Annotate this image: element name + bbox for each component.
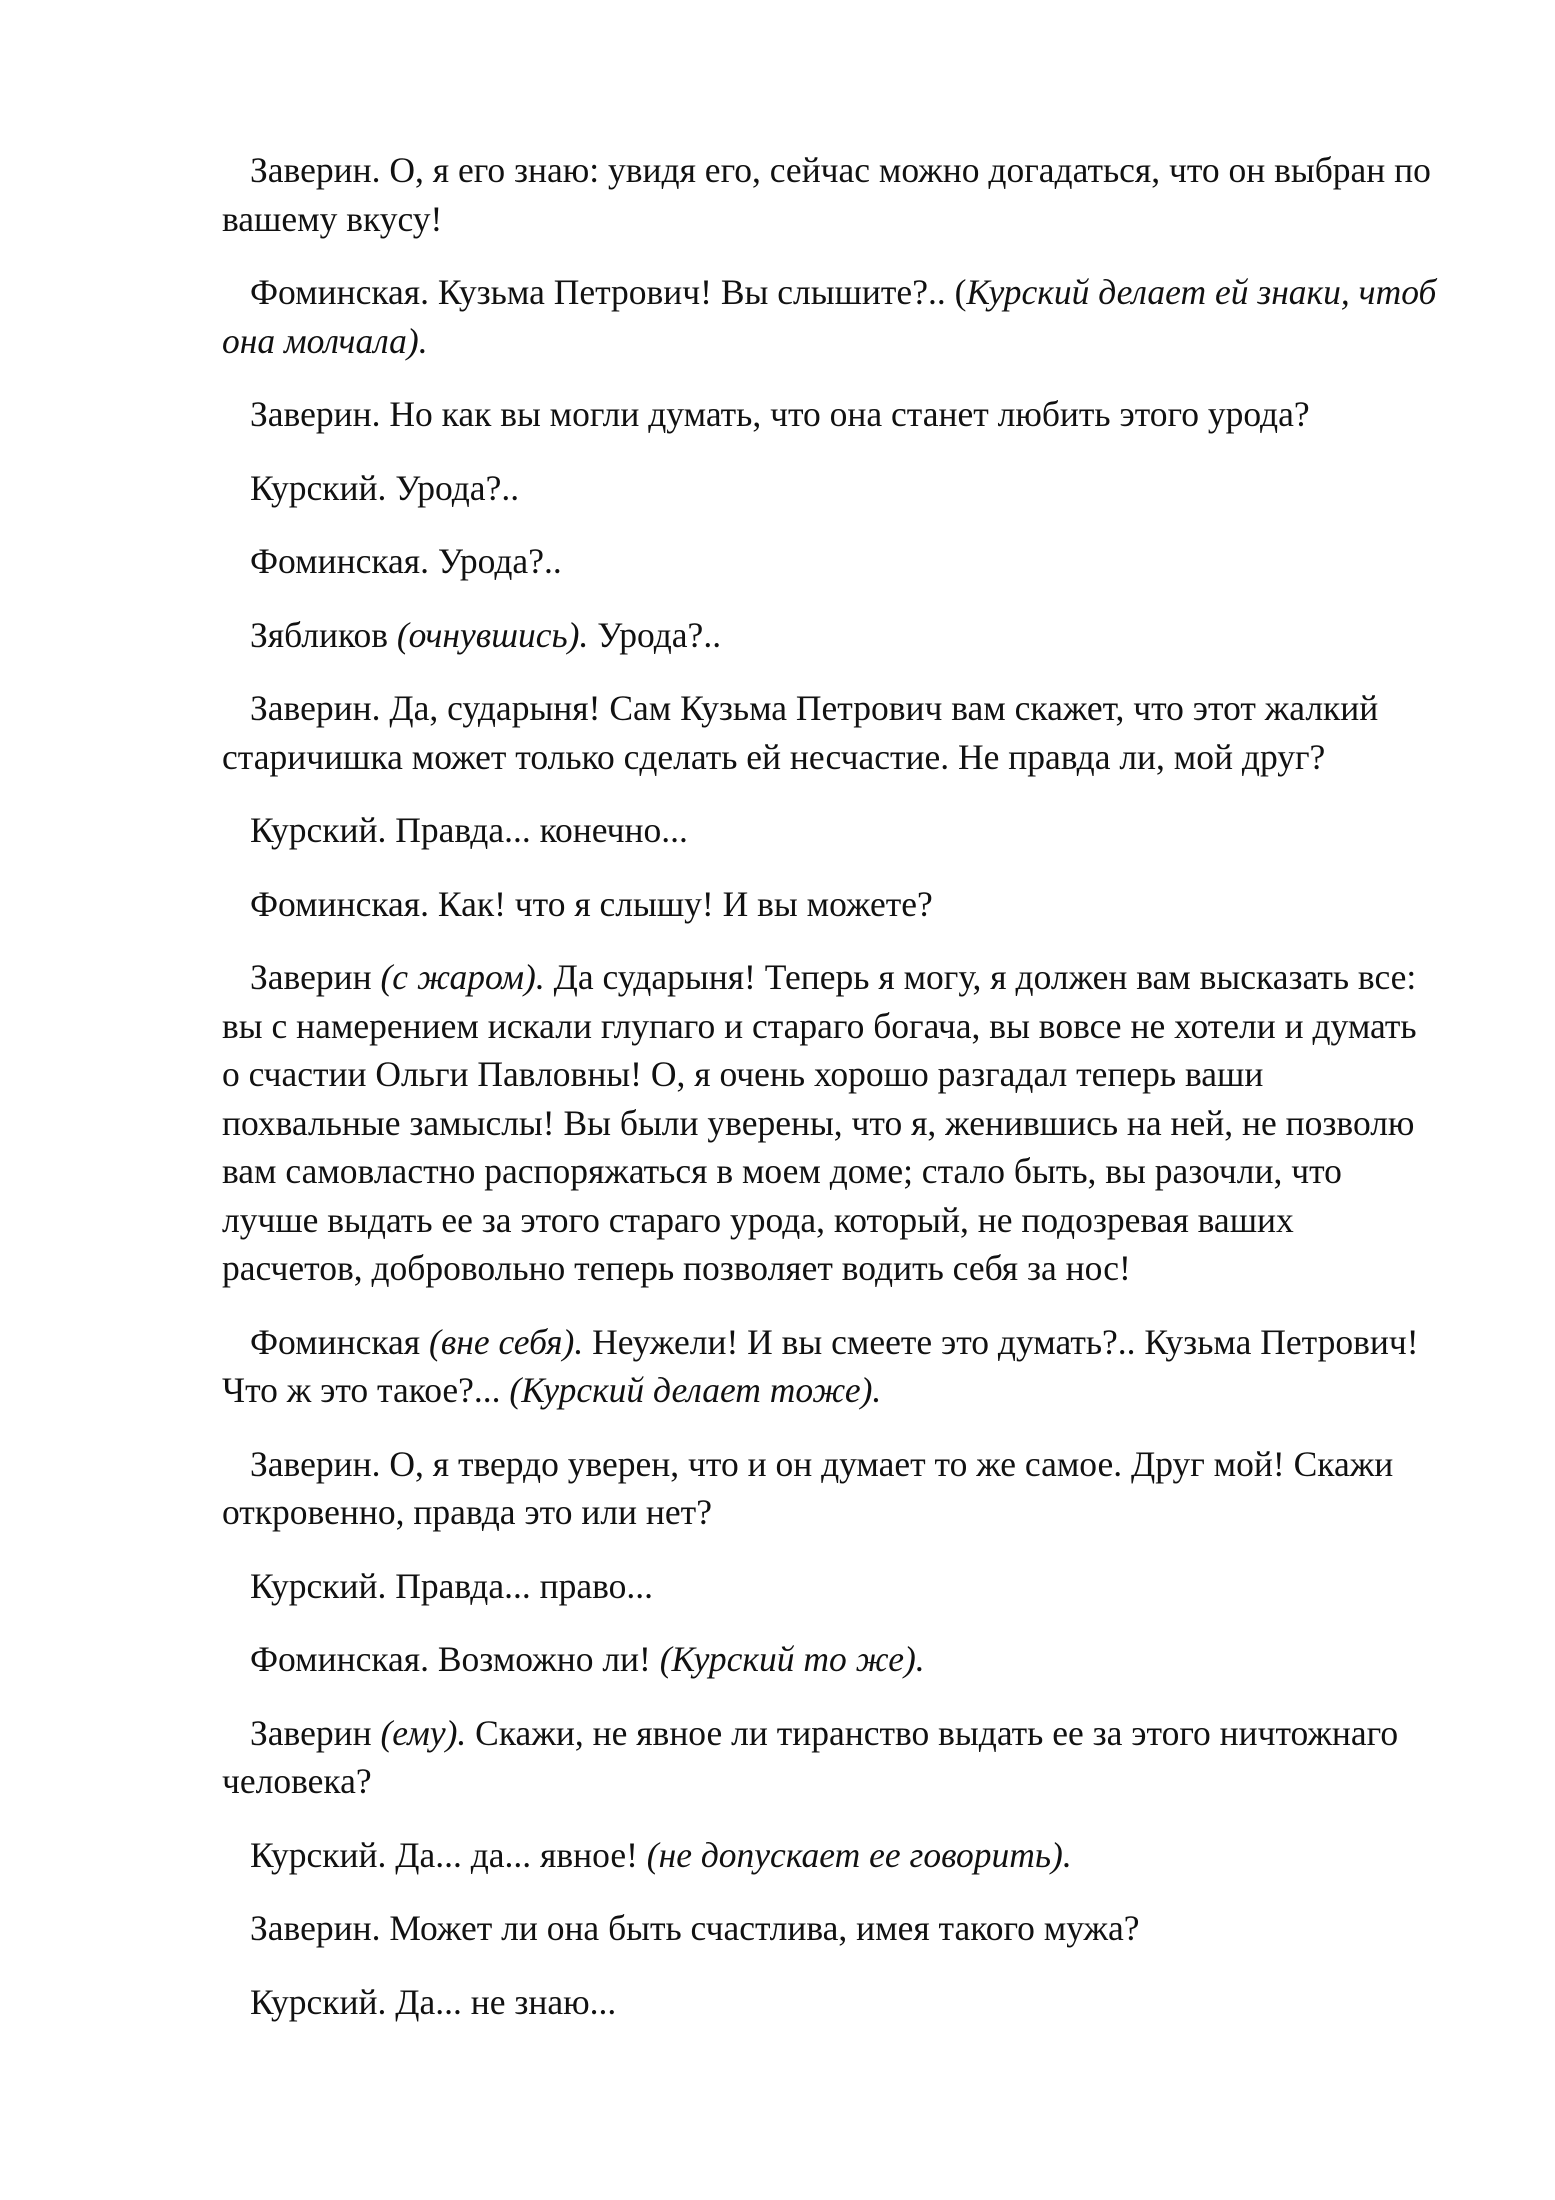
stage-direction: (вне себя). (429, 1321, 584, 1362)
dialogue-text: Курский. Да... не знаю... (250, 1981, 617, 2022)
dialogue-paragraph (222, 1831, 1443, 1880)
dialogue-paragraph (222, 611, 1443, 660)
stage-direction: (не допускает ее говорить). (646, 1834, 1072, 1875)
stage-direction: Курский делает ей знаки, чтоб она молчала). (222, 272, 1437, 361)
dialogue-text: Заверин (250, 1712, 381, 1753)
dialogue-text: Курский. Правда... право... (250, 1565, 653, 1606)
dialogue-text: Фоминская. Возможно ли! (250, 1639, 660, 1679)
dialogue-paragraph (222, 1318, 1443, 1415)
stage-direction: (ему). (380, 1712, 467, 1753)
stage-direction: (очнувшись). (396, 614, 589, 655)
dialogue-paragraph (222, 390, 1443, 439)
dialogue-paragraph (222, 1562, 1443, 1611)
dialogue-text: Курский. Урода?.. (250, 467, 520, 508)
dialogue-text: Да сударыня! Теперь я могу, я должен вам высказать все: вы с намерением искали глупаго и стараго богача, вы вовсе не хотели и думать о счастии Ольги Павловны! О, я очень хорошо разгадал теперь ваши похвальные замыслы! Вы были уверены, что я, женившись на ней, не позволю вам самовластно распоряжаться в моем доме; стало быть, вы разочли, что лучше выдать ее за этого стараго урода, который, не подозревая ваших расчетов, добровольно теперь позволяет водить себя за нос! (222, 957, 1417, 1288)
dialogue-paragraph (222, 806, 1443, 855)
dialogue-paragraph (222, 1709, 1443, 1806)
dialogue-text: Заверин. Да, сударыня! Сам Кузьма Петрович вам скажет, что этот жалкий старичишка может только сделать ей несчастие. Не правда ли, мой друг? (222, 688, 1379, 777)
dialogue-paragraph (222, 953, 1443, 1293)
play-text (222, 146, 1443, 2026)
dialogue-text: Заверин. О, я твердо уверен, что и он думает то же самое. Друг мой! Скажи откровенно, правда это или нет? (222, 1443, 1394, 1532)
dialogue-paragraph (222, 1904, 1443, 1953)
dialogue-paragraph (222, 684, 1443, 781)
dialogue-paragraph (222, 268, 1443, 365)
stage-direction: (Курский делает тоже). (509, 1370, 882, 1410)
dialogue-text: Заверин. Но как вы могли думать, что она станет любить этого урода? (250, 394, 1310, 434)
dialogue-paragraph (222, 146, 1443, 243)
dialogue-text: Заверин. О, я его знаю: увидя его, сейчас можно догадаться, что он выбран по вашему вкусу! (222, 150, 1431, 239)
dialogue-text: Урода?.. (588, 614, 722, 655)
dialogue-text: Курский. Да... да... явное! (250, 1834, 647, 1875)
dialogue-text: Зябликов (250, 614, 397, 655)
dialogue-text: Неужели! И вы смеете это думать?.. Кузьма Петрович! Что ж это такое?... (222, 1321, 1419, 1410)
dialogue-paragraph (222, 464, 1443, 513)
dialogue-paragraph (222, 1635, 1443, 1684)
dialogue-text: Курский. Правда... конечно... (250, 810, 688, 850)
dialogue-text: Фоминская. Урода?.. (250, 541, 562, 581)
dialogue-text: Фоминская (250, 1321, 430, 1362)
dialogue-paragraph (222, 537, 1443, 586)
dialogue-paragraph (222, 880, 1443, 929)
dialogue-text: Фоминская. Как! что я слышу! И вы можете? (250, 883, 933, 924)
dialogue-paragraph (222, 1440, 1443, 1537)
dialogue-text: Скажи, не явное ли тиранство выдать ее за этого ничтожнаго человека? (222, 1712, 1399, 1801)
stage-direction: (Курский то же). (659, 1639, 925, 1679)
dialogue-paragraph (222, 1978, 1443, 2027)
stage-direction: (с жаром). (380, 957, 545, 997)
dialogue-text: Заверин. Может ли она быть счастлива, имея такого мужа? (250, 1908, 1140, 1948)
dialogue-text: Фоминская. Кузьма Петрович! Вы слышите?.. ( (250, 272, 967, 312)
dialogue-text: Заверин (250, 957, 381, 997)
